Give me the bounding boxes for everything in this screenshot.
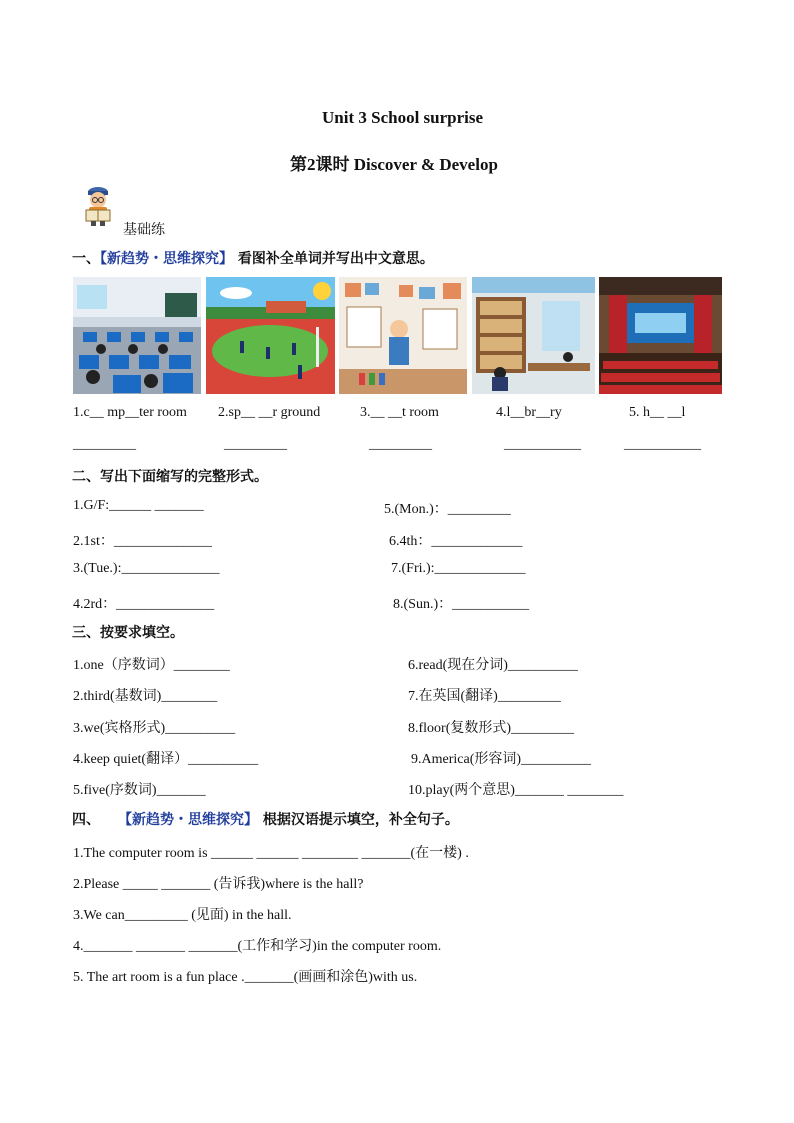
section2-heading: 二、写出下面缩写的完整形式。 (72, 469, 268, 485)
fill-item-1[interactable]: 1.one（序数词）________ (73, 658, 230, 673)
library-picture (472, 277, 595, 394)
fill-item-7[interactable]: 7.在英国(翻译)_________ (408, 689, 561, 704)
abbrev-item-3[interactable]: 3.(Tue.):______________ (73, 561, 220, 576)
section3-heading: 三、按要求填空。 (72, 625, 184, 641)
section1-text: 看图补全单词并写出中文意思。 (233, 251, 434, 267)
meaning-blank-3[interactable]: _________ (369, 437, 432, 452)
section1-number: 一、 (72, 251, 100, 267)
fill-item-8[interactable]: 8.floor(复数形式)_________ (408, 721, 575, 736)
word-item-3: 3.__ __t room (360, 405, 439, 420)
section4-number: 四、 (72, 812, 100, 828)
basic-practice-label: 基础练 (123, 222, 165, 238)
art-room-picture (339, 277, 467, 394)
fill-item-10[interactable]: 10.play(两个意思)_______ ________ (408, 783, 624, 798)
page-title: Unit 3 School surprise (322, 108, 484, 127)
section4-tag: 【新趋势・思维探究】 (118, 812, 258, 828)
section1-heading (72, 248, 434, 268)
abbrev-item-8[interactable]: 8.(Sun.)：___________ (393, 597, 530, 612)
meaning-blank-1[interactable]: _________ (73, 437, 136, 452)
fill-item-4[interactable]: 4.keep quiet(翻译）__________ (73, 752, 259, 767)
section4-text: 根据汉语提示填空，补全句子。 (258, 812, 459, 828)
fill-item-3[interactable]: 3.we(宾格形式)__________ (73, 721, 236, 736)
abbrev-item-1[interactable]: 1.G/F:______ _______ (73, 498, 204, 513)
sentence-item-2[interactable]: 2.Please _____ _______ (告诉我)where is the hall? (73, 877, 364, 892)
abbrev-item-5[interactable]: 5.(Mon.)：_________ (384, 502, 511, 517)
abbrev-item-4[interactable]: 4.2rd：______________ (73, 597, 215, 612)
sentence-item-1[interactable]: 1.The computer room is ______ ______ ________ _______(在一楼) . (73, 846, 469, 861)
fill-item-2[interactable]: 2.third(基数词)________ (73, 689, 218, 704)
meaning-blank-4[interactable]: ___________ (504, 437, 581, 452)
fill-item-9[interactable]: 9.America(形容词)__________ (411, 752, 592, 767)
word-item-1: 1.c__ mp__ter room (73, 405, 187, 420)
meaning-blank-5[interactable]: ___________ (624, 437, 701, 452)
reading-student-icon (80, 183, 116, 227)
meaning-blank-2[interactable]: _________ (224, 437, 287, 452)
sports-ground-picture (206, 277, 335, 394)
sentence-item-3[interactable]: 3.We can_________ (见面) in the hall. (73, 908, 292, 923)
fill-item-5[interactable]: 5.five(序数词)_______ (73, 783, 206, 798)
abbrev-item-2[interactable]: 2.1st：______________ (73, 534, 212, 549)
computer-room-picture (73, 277, 201, 394)
sentence-item-4[interactable]: 4._______ _______ _______(工作和学习)in the computer room. (73, 939, 442, 954)
word-item-4: 4.l__br__ry (496, 405, 562, 420)
sentence-item-5[interactable]: 5. The art room is a fun place ._______(画画和涂色)with us. (73, 970, 418, 985)
hall-picture (599, 277, 722, 394)
abbrev-item-6[interactable]: 6.4th：_____________ (389, 534, 523, 549)
page-subtitle: 第2课时 Discover & Develop (290, 155, 498, 174)
section4-heading (72, 809, 459, 829)
section1-tag: 【新趋势・思维探究】 (100, 251, 233, 267)
word-item-2: 2.sp__ __r ground (218, 405, 321, 420)
abbrev-item-7[interactable]: 7.(Fri.):_____________ (391, 561, 526, 576)
fill-item-6[interactable]: 6.read(现在分词)__________ (408, 658, 578, 673)
word-item-5: 5. h__ __l (629, 405, 686, 420)
